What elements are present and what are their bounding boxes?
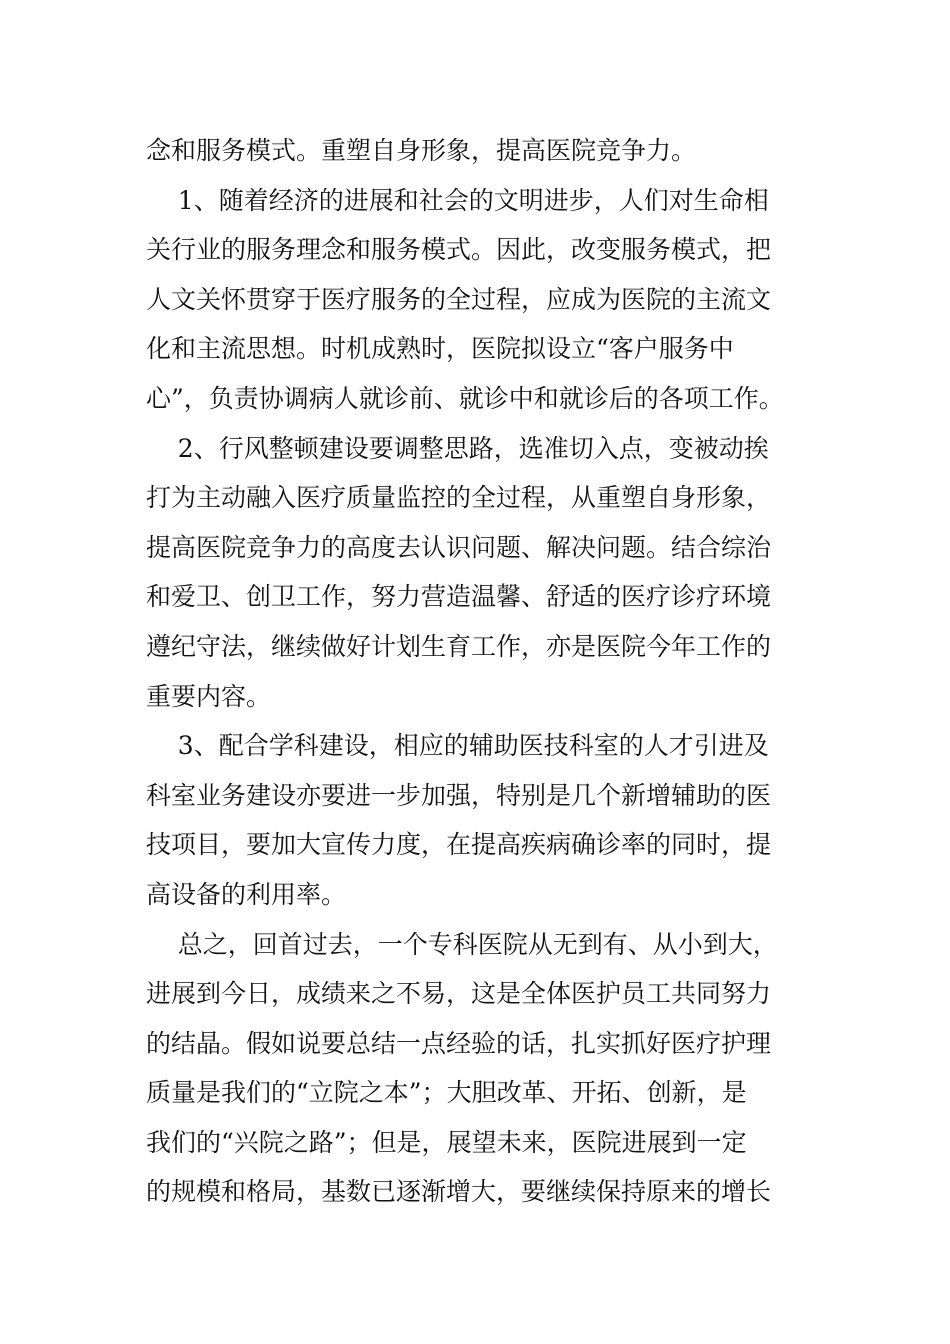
text-line: 提高医院竞争力的高度去认识问题、解决问题。结合综治 [146,532,772,562]
text-line: 进展到今日，成绩来之不易，这是全体医护员工共同努力 [146,979,772,1009]
text-line: 人文关怀贯穿于医疗服务的全过程，应成为医院的主流文 [146,284,772,314]
text-line: 心”，负责协调病人就诊前、就诊中和就诊后的各项工作。 [146,383,784,413]
text-line: 和爱卫、创卫工作，努力营造温馨、舒适的医疗诊疗环境 [146,582,772,612]
text-line: 打为主动融入医疗质量监控的全过程，从重塑自身形象， [146,483,772,513]
text-line: 遵纪守法，继续做好计划生育工作，亦是医院今年工作的 [146,631,772,661]
text-line: 的结晶。假如说要总结一点经验的话，扎实抓好医疗护理 [146,1028,772,1058]
text-line: 关行业的服务理念和服务模式。因此，改变服务模式，把 [146,235,772,265]
text-line: 3、配合学科建设，相应的辅助医技科室的人才引进及 [146,731,769,761]
text-line: 质量是我们的“立院之本”；大胆改革、开拓、创新，是 [146,1078,747,1108]
text-line: 总之，回首过去，一个专科医院从无到有、从小到大， [146,929,778,959]
text-line: 化和主流思想。时机成熟时，医院拟设立“客户服务中 [146,334,734,364]
text-line: 念和服务模式。重塑自身形象，提高医院竞争力。 [146,136,697,165]
text-line: 高设备的利用率。 [146,879,347,909]
text-line: 重要内容。 [146,681,272,711]
body-text [146,126,836,1217]
text-line: 2、行风整顿建设要调整思路，选准切入点，变被动挨 [146,433,769,463]
text-line: 1、随着经济的进展和社会的文明进步，人们对生命相 [146,185,769,215]
text-line: 科室业务建设亦要进一步加强，特别是几个新增辅助的医 [146,780,772,810]
text-line: 我们的“兴院之路”；但是，展望未来，医院进展到一定 [146,1127,747,1157]
text-line: 技项目，要加大宣传力度，在提高疾病确诊率的同时，提 [146,830,772,860]
text-line: 的规模和格局，基数已逐渐增大，要继续保持原来的增长 [146,1177,772,1207]
